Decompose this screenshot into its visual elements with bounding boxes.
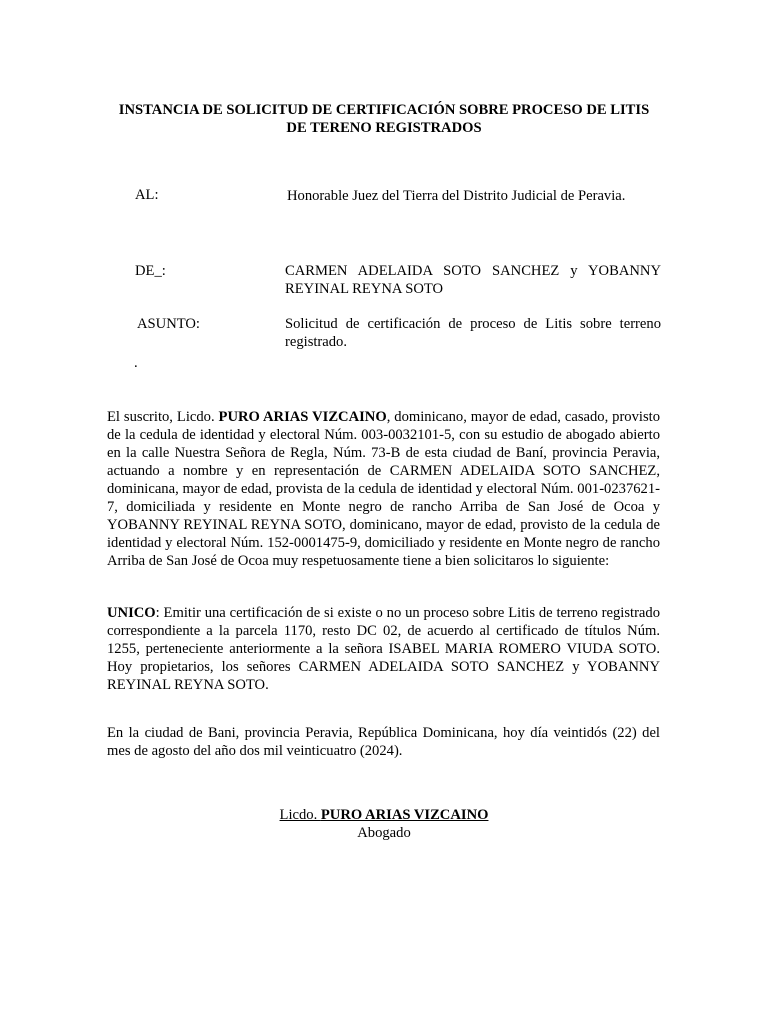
intro-lawyer-name: PURO ARIAS VIZCAINO [218,409,387,425]
intro-rest: , dominicano, mayor de edad, casado, provisto de la cedula de identidad y electoral Núm. 003-0032101-5, con su estudio de abogado abierto en la calle Nuestra Señora de Regla, Núm. 73-B de esta ciudad de Baní, provincia Peravia, actuando a nombre y en representación de CARMEN ADELAIDA SOTO SANCHEZ, dominicana, mayor de edad, provista de la cedula de identidad y electoral Núm. 001-0237621-7, domiciliada y residente en Monte negro de rancho Arriba de San José de Ocoa y YOBANNY REYINAL REYNA SOTO, dominicano, mayor de edad, provisto de la cedula de identidad y electoral Núm. 152-0001475-9, domiciliado y residente en Monte negro de rancho Arriba de San José de Ocoa muy respetuosamente tiene a bien solicitaros lo siguiente: [107,409,660,569]
title-line-2: DE TERENO REGISTRADOS [286,120,482,136]
de-value: CARMEN ADELAIDA SOTO SANCHEZ y YOBANNY REYINAL REYNA SOTO [285,263,661,297]
signature-prefix: Licdo. [279,807,321,823]
de-label: DE_: [135,263,166,279]
signature-block [100,806,668,842]
unico-text: : Emitir una certificación de si existe o no un proceso sobre Litis de terreno registrado correspondiente a la parcela 1170, resto DC 02, de acuerdo al certificado de títulos Núm. 1255, perteneciente anteriormente a la señora ISABEL MARIA ROMERO VIUDA SOTO. Hoy propietarios, los señores CARMEN ADELAIDA SOTO SANCHEZ y YOBANNY REYINAL REYNA SOTO. [107,605,660,693]
al-label: AL: [135,187,159,203]
title-line-1: INSTANCIA DE SOLICITUD DE CERTIFICACIÓN SOBRE PROCESO DE LITIS [118,102,650,118]
asunto-label: ASUNTO: [137,316,200,332]
closing-paragraph: En la ciudad de Bani, provincia Peravia, República Dominicana, hoy día veintidós (22) del mes de agosto del año dos mil veinticuatro (2024). [107,725,660,759]
signature-role: Abogado [357,825,411,841]
unico-paragraph [107,604,660,694]
unico-label: UNICO [107,605,156,621]
intro-paragraph [107,408,660,570]
asunto-dot: . [134,355,138,371]
intro-prefix: El suscrito, Licdo. [107,409,219,425]
document-title [100,101,668,137]
al-value: Honorable Juez del Tierra del Distrito Judicial de Peravia. [287,188,626,204]
asunto-value: Solicitud de certificación de proceso de Litis sobre terreno registrado. [285,316,661,350]
signature-line [100,806,668,824]
signature-name: PURO ARIAS VIZCAINO [320,807,489,823]
